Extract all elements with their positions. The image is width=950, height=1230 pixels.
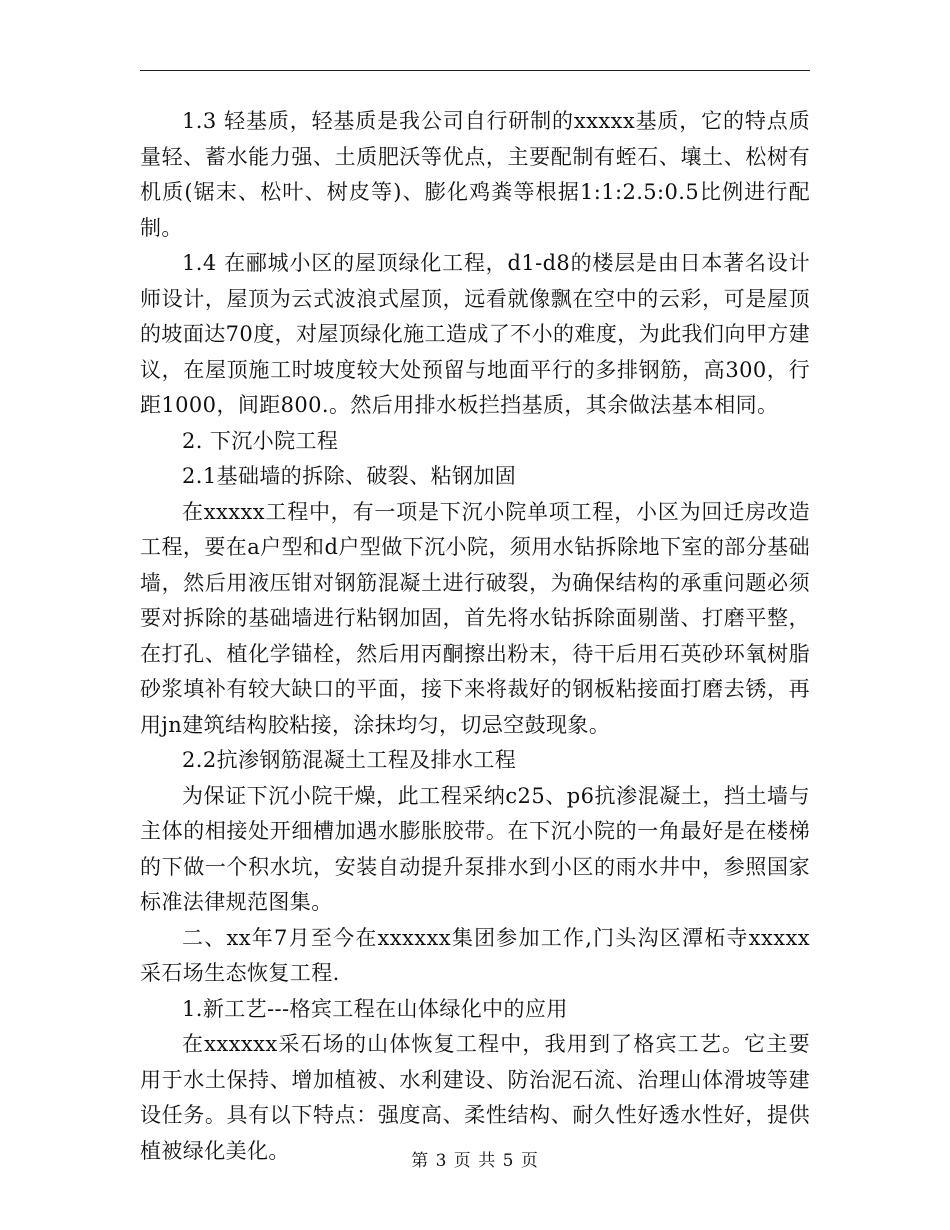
heading-new-process: 1.新工艺---格宾工程在山体绿化中的应用 [182, 996, 568, 1021]
heading-2-1: 2.1基础墙的拆除、破裂、粘钢加固 [182, 464, 517, 488]
body-text [140, 104, 810, 1169]
paragraph-1-3: 1.3 轻基质，轻基质是我公司自行研制的xxxxx基质，它的特点质量轻、蓄水能力强、土质肥沃等优点，主要配制有蛭石、壤土、松树有机质(锯末、松叶、树皮等)、膨化鸡粪等根据1:1:2.5:0.5比例进行配制。 [140, 109, 810, 240]
paragraph-gabion-body: 在xxxxxx采石场的山体恢复工程中，我用到了格宾工艺。它主要用于水土保持、增加植被、水利建设、防治泥石流、治理山体滑坡等建设任务。具有以下特点：强度高、柔性结构、耐久性好透水性好，提供植被绿化美化。 [140, 1032, 810, 1163]
header-rule [140, 70, 810, 71]
paragraph-1-4: 1.4 在郦城小区的屋顶绿化工程，d1-d8的楼层是由日本著名设计师设计，屋顶为云式波浪式屋顶，远看就像飘在空中的云彩，可是屋顶的坡面达70度，对屋顶绿化施工造成了不小的难度，为此我们向甲方建议，在屋顶施工时坡度较大处预留与地面平行的多排钢筋，高300，行距1000，间距800.。然后用排水板拦挡基质，其余做法基本相同。 [140, 251, 810, 417]
paragraph-2-2-body: 为保证下沉小院干燥，此工程采纳c25、p6抗渗混凝土，挡土墙与主体的相接处开细槽加遇水膨胀胶带。在下沉小院的一角最好是在楼梯的下做一个积水坑，安装自动提升泵排水到小区的雨水井中，参照国家标准法律规范图集。 [140, 783, 810, 914]
paragraph-2-1-body: 在xxxxx工程中，有一项是下沉小院单项工程，小区为回迁房改造工程，要在a户型和d户型做下沉小院，须用水钻拆除地下室的部分基础墙，然后用液压钳对钢筋混凝土进行破裂，为确保结构的承重问题必须要对拆除的基础墙进行粘钢加固，首先将水钻拆除面剔凿、打磨平整，在打孔、植化学锚栓，然后用丙酮擦出粉末，待干后用石英砂环氧树脂砂浆填补有较大缺口的平面，接下来将裁好的钢板粘接面打磨去锈，再用jn建筑结构胶粘接，涂抹均匀，切忌空鼓现象。 [140, 499, 810, 737]
page-number-footer: 第 3 页 共 5 页 [411, 1151, 539, 1171]
heading-2-2: 2.2抗渗钢筋混凝土工程及排水工程 [182, 748, 517, 772]
heading-2: 2. 下沉小院工程 [182, 428, 339, 453]
paragraph-section-two: 二、xx年7月至今在xxxxxx集团参加工作,门头沟区潭柘寺xxxxx采石场生态恢复工程. [140, 925, 810, 985]
